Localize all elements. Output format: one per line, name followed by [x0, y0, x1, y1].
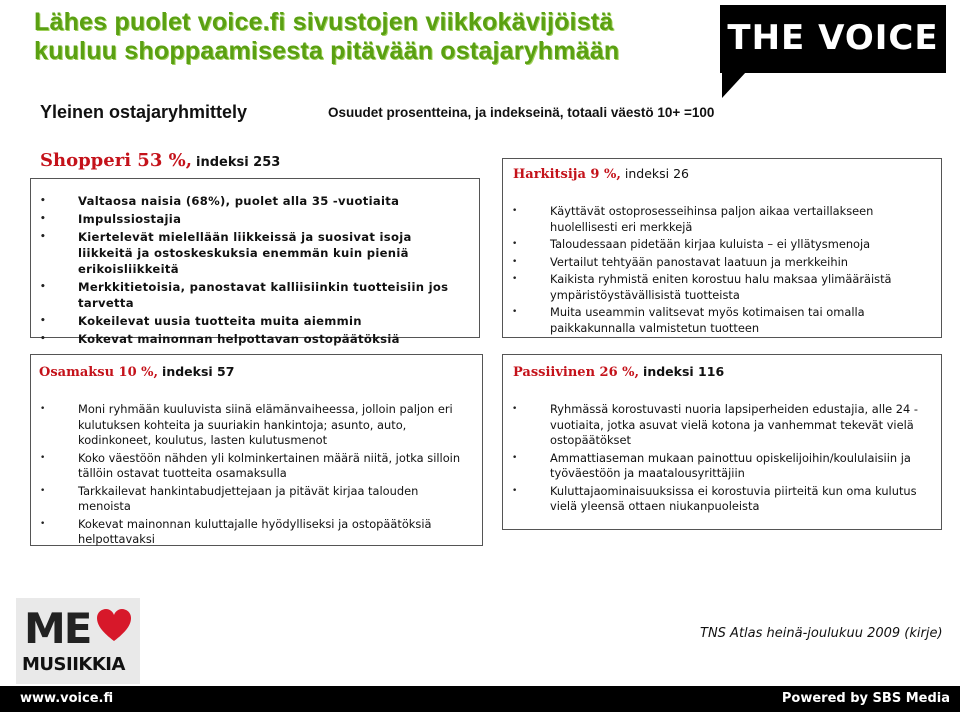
heart-icon: [96, 608, 132, 644]
musiikkia-logo-text: MUSIIKKIA: [22, 654, 125, 675]
osamaksu-index: indeksi 57: [162, 364, 235, 379]
passiivinen-box: [502, 354, 942, 530]
list-item: • Ammattiaseman mukaan painottuu opiskelijoihin/koululaisiin ja työväestöön ja maatalousyrittäjiin: [512, 451, 934, 482]
the-voice-logo-text: THE VOICE: [727, 18, 939, 58]
list-item: • Vertailut tehtyään panostavat laatuun ja merkkeihin: [512, 255, 932, 271]
harkitsija-box: [502, 158, 942, 338]
passiivinen-list: [512, 402, 934, 517]
list-item: • Käyttävät ostoprosesseihinsa paljon aikaa vertaillakseen huolellisesti eri merkkejä: [512, 204, 932, 235]
page-title: Lähes puolet voice.fi sivustojen viikkokävijöistä kuuluu shoppaamisesta pitävään ostajaryhmään: [34, 8, 620, 65]
harkitsija-heading: [513, 166, 689, 182]
list-item: • Kokeilevat uusia tuotteita muita aiemmin: [40, 313, 465, 329]
source-note: TNS Atlas heinä-joulukuu 2009 (kirje): [700, 626, 943, 641]
shopperi-box: [30, 178, 480, 346]
shopperi-heading: [40, 150, 280, 171]
section-subtitle: Yleinen ostajaryhmittely: [40, 102, 248, 122]
me-logo-text: ME: [24, 604, 91, 653]
list-item: • Kaikista ryhmistä eniten korostuu halu maksaa ylimääräistä ympäristöystävällisistä tuotteista: [512, 272, 932, 303]
list-item: • Valtaosa naisia (68%), puolet alla 35 -vuotiaita: [40, 193, 465, 209]
osamaksu-name: Osamaksu 10 %,: [39, 365, 159, 380]
osamaksu-list: [40, 402, 470, 550]
list-item: • Muita useammin valitsevat myös kotimaisen tai omalla paikkakunnalla valmistetun tuotteen: [512, 305, 932, 336]
passiivinen-heading: [513, 364, 724, 380]
shopperi-name: Shopperi 53 %,: [40, 150, 192, 171]
list-item: • Moni ryhmään kuuluvista siinä elämänvaiheessa, jolloin paljon eri kulutuksen kohteita ja suuriakin hankintoja; asunto, auto, kodinkoneet, koulutus, lasten kulutusmenot: [40, 402, 470, 449]
passiivinen-name: Passiivinen 26 %,: [513, 365, 640, 380]
footer-bar: [0, 686, 960, 712]
me-musiikkia-logo: [16, 598, 140, 684]
list-item: • Koko väestöön nähden yli kolminkertainen määrä niitä, jotka silloin tällöin ostavat tuotteita osamaksulla: [40, 451, 470, 482]
list-item: • Kokevat mainonnan helpottavan ostopäätöksiä: [40, 331, 465, 347]
speech-bubble-tail-icon: [722, 72, 746, 98]
the-voice-logo: [720, 5, 946, 73]
list-item: • Kokevat mainonnan kuluttajalle hyödylliseksi ja ostopäätöksiä helpottavaksi: [40, 517, 470, 548]
osamaksu-box: [30, 354, 483, 546]
shopperi-index: indeksi 253: [195, 155, 281, 170]
harkitsija-name: Harkitsija 9 %,: [513, 167, 621, 182]
passiivinen-index: indeksi 116: [643, 364, 725, 379]
list-item: • Merkkitietoisia, panostavat kalliisiinkin tuotteisiin jos tarvetta: [40, 279, 465, 311]
section-note: Osuudet prosentteina, ja indekseinä, totaali väestö 10+ =100: [328, 105, 715, 120]
list-item: • Ryhmässä korostuvasti nuoria lapsiperheiden edustajia, alle 24 -vuotiaita, jotka asuvat vielä kotona ja vanhemmat tekevät vielä ostopäätökset: [512, 402, 934, 449]
osamaksu-heading: [39, 364, 234, 380]
shopperi-list: [40, 193, 465, 349]
list-item: • Tarkkailevat hankintabudjettejaan ja pitävät kirjaa talouden menoista: [40, 484, 470, 515]
footer-powered-by: Powered by SBS Media: [781, 691, 950, 706]
harkitsija-index: indeksi 26: [624, 166, 689, 181]
list-item: • Impulssiostajia: [40, 211, 465, 227]
footer-url-link[interactable]: www.voice.fi: [20, 691, 114, 706]
list-item: • Kiertelevät mielellään liikkeissä ja suosivat isoja liikkeitä ja ostoskeskuksia enemmän kuin pieniä erikoisliikkeitä: [40, 229, 465, 277]
list-item: • Taloudessaan pidetään kirjaa kuluista – ei yllätysmenoja: [512, 237, 932, 253]
list-item: • Kuluttajaominaisuuksissa ei korostuvia piirteitä kun oma kulutus vielä yleensä ottaen niukanpuoleista: [512, 484, 934, 515]
harkitsija-list: [512, 204, 932, 338]
